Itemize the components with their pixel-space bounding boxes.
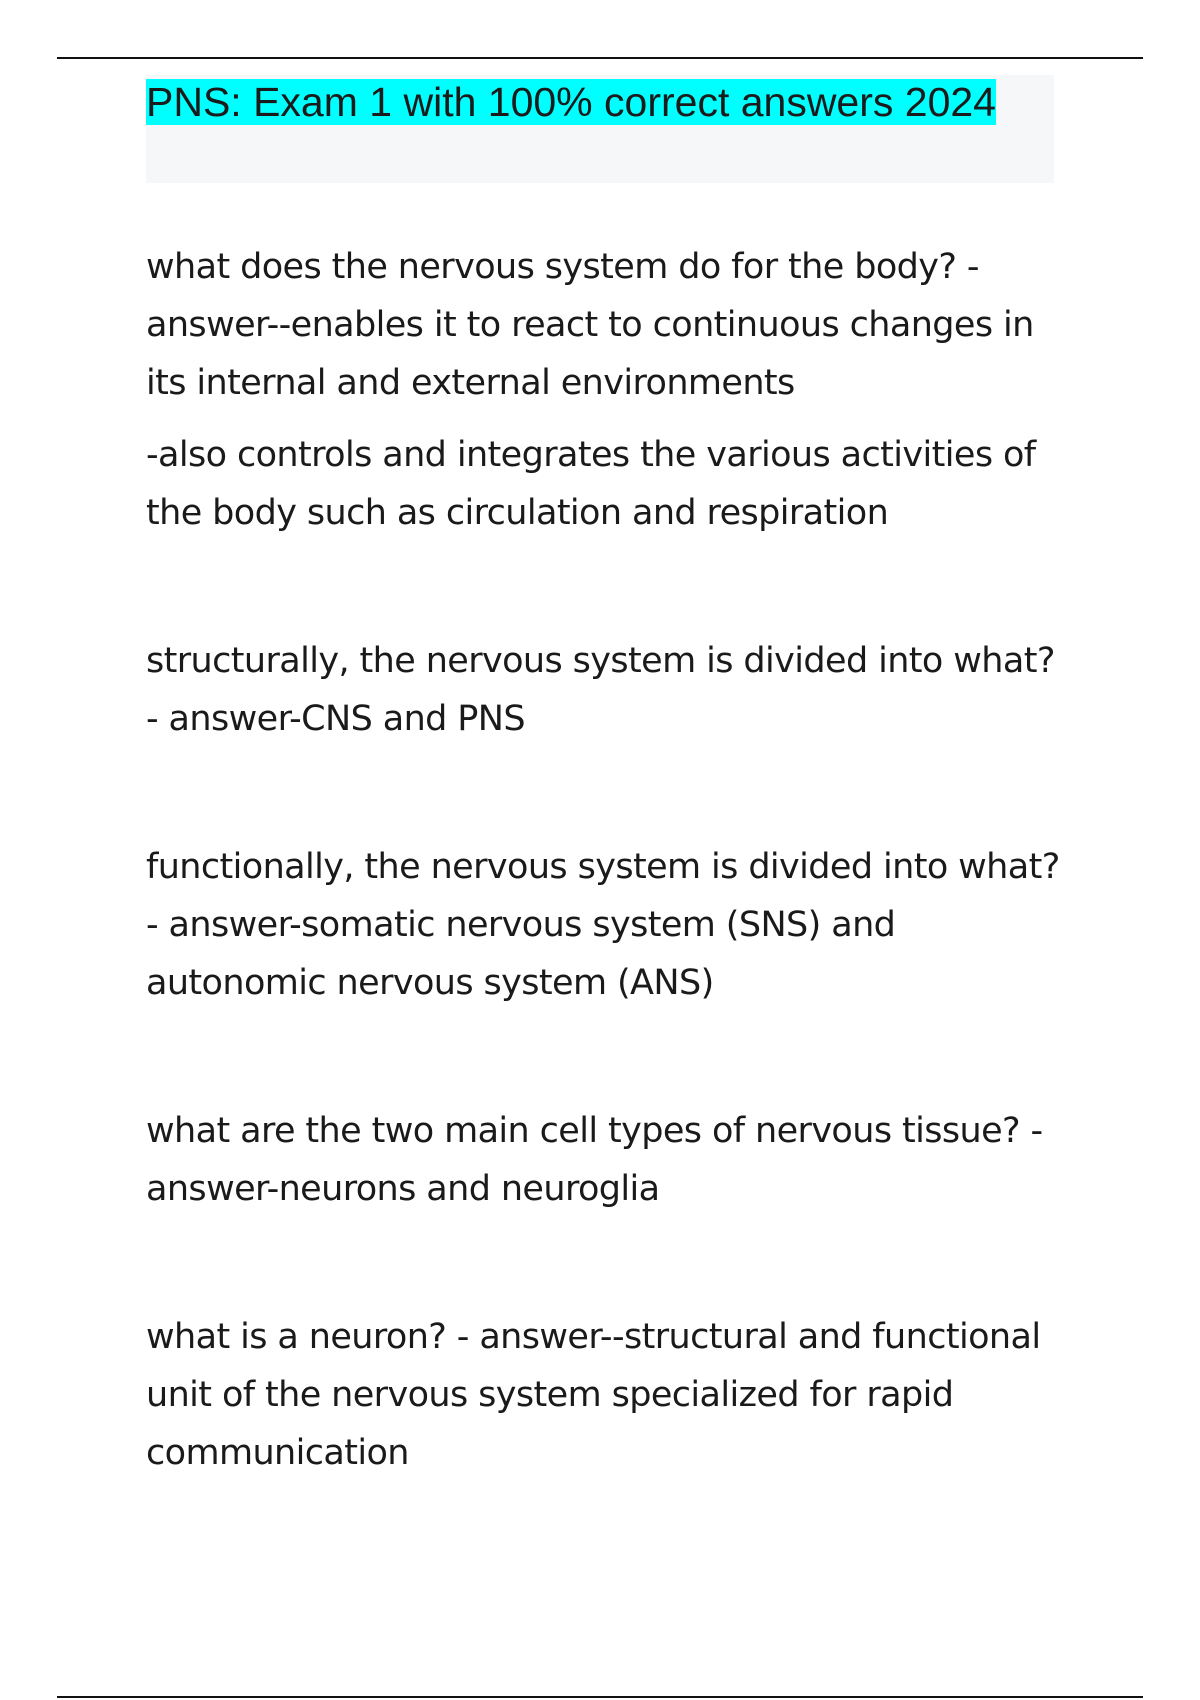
- qa-entry: what does the nervous system do for the body? - answer--enables it to react to continuous changes in its internal and external environments: [146, 247, 1034, 403]
- title-highlight: PNS: Exam 1 with 100% correct answers 2024: [146, 79, 996, 125]
- top-divider: [57, 57, 1143, 59]
- qa-entry: functionally, the nervous system is divided into what? - answer-somatic nervous system (SNS) and autonomic nervous system (ANS): [146, 847, 1060, 1003]
- document-body: [146, 238, 1066, 1482]
- qa-entry-continuation: -also controls and integrates the various activities of the body such as circulation and respiration: [146, 435, 1036, 533]
- qa-entry: structurally, the nervous system is divided into what? - answer-CNS and PNS: [146, 641, 1055, 739]
- bottom-divider: [57, 1696, 1143, 1698]
- title-block: [146, 75, 1054, 183]
- qa-entry: what is a neuron? - answer--structural and functional unit of the nervous system specialized for rapid communication: [146, 1317, 1041, 1473]
- qa-entry: what are the two main cell types of nervous tissue? - answer-neurons and neuroglia: [146, 1111, 1043, 1209]
- document-title: [146, 75, 1054, 129]
